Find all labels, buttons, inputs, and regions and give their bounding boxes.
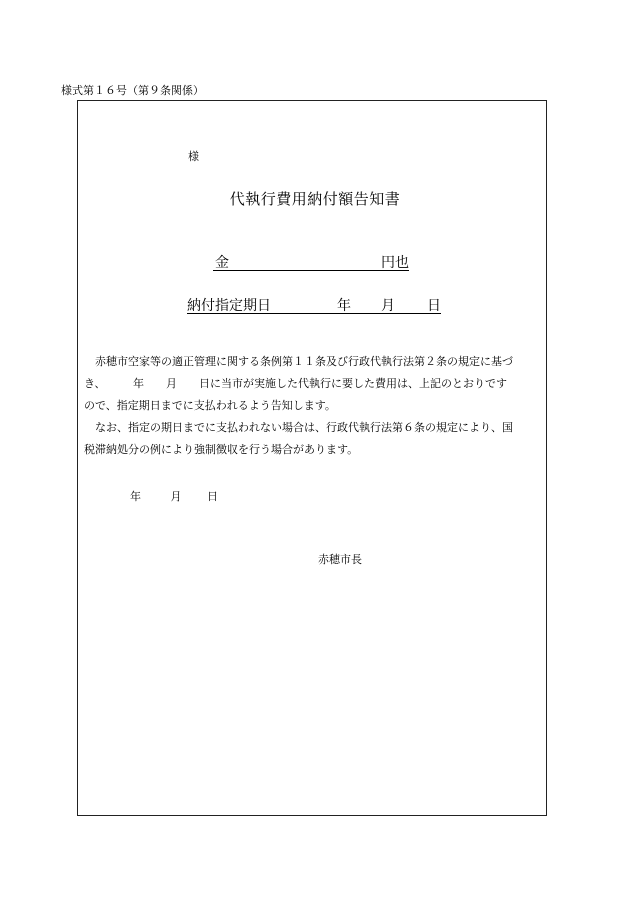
body-line: なお、指定の期日までに支払われない場合は、行政代執行法第６条の規定により、国 <box>84 421 513 434</box>
notice-body <box>84 351 544 461</box>
body-line: ので、指定期日までに支払われるよう告知します。 <box>84 399 336 412</box>
due-date-day: 日 <box>427 298 441 314</box>
document-title: 代執行費用納付額告知書 <box>229 190 401 208</box>
body-line: き、 年 月 日に当市が実施した代執行に要した費用は、上記のとおりです <box>84 377 508 390</box>
amount-line <box>213 252 409 271</box>
due-date-year: 年 <box>337 298 351 314</box>
addressee-suffix: 様 <box>188 150 199 163</box>
issue-date-month: 月 <box>170 490 182 503</box>
due-date-month: 月 <box>381 298 395 314</box>
issue-date-year: 年 <box>130 490 141 503</box>
body-line: 赤穂市空家等の適正管理に関する条例第１１条及び行政代執行法第２条の規定に基づ <box>84 355 513 368</box>
issue-date-day: 日 <box>207 490 218 503</box>
issue-date <box>130 488 218 504</box>
body-line: 税滞納処分の例により強制徴収を行う場合があります。 <box>84 443 359 456</box>
amount-suffix: 円也 <box>381 255 409 271</box>
form-number: 様式第１６号（第９条関係） <box>61 84 204 97</box>
issuer-name: 赤穂市長 <box>318 553 362 566</box>
due-date-line <box>187 295 441 314</box>
due-date-label: 納付指定期日 <box>187 298 271 314</box>
amount-prefix: 金 <box>215 255 229 271</box>
